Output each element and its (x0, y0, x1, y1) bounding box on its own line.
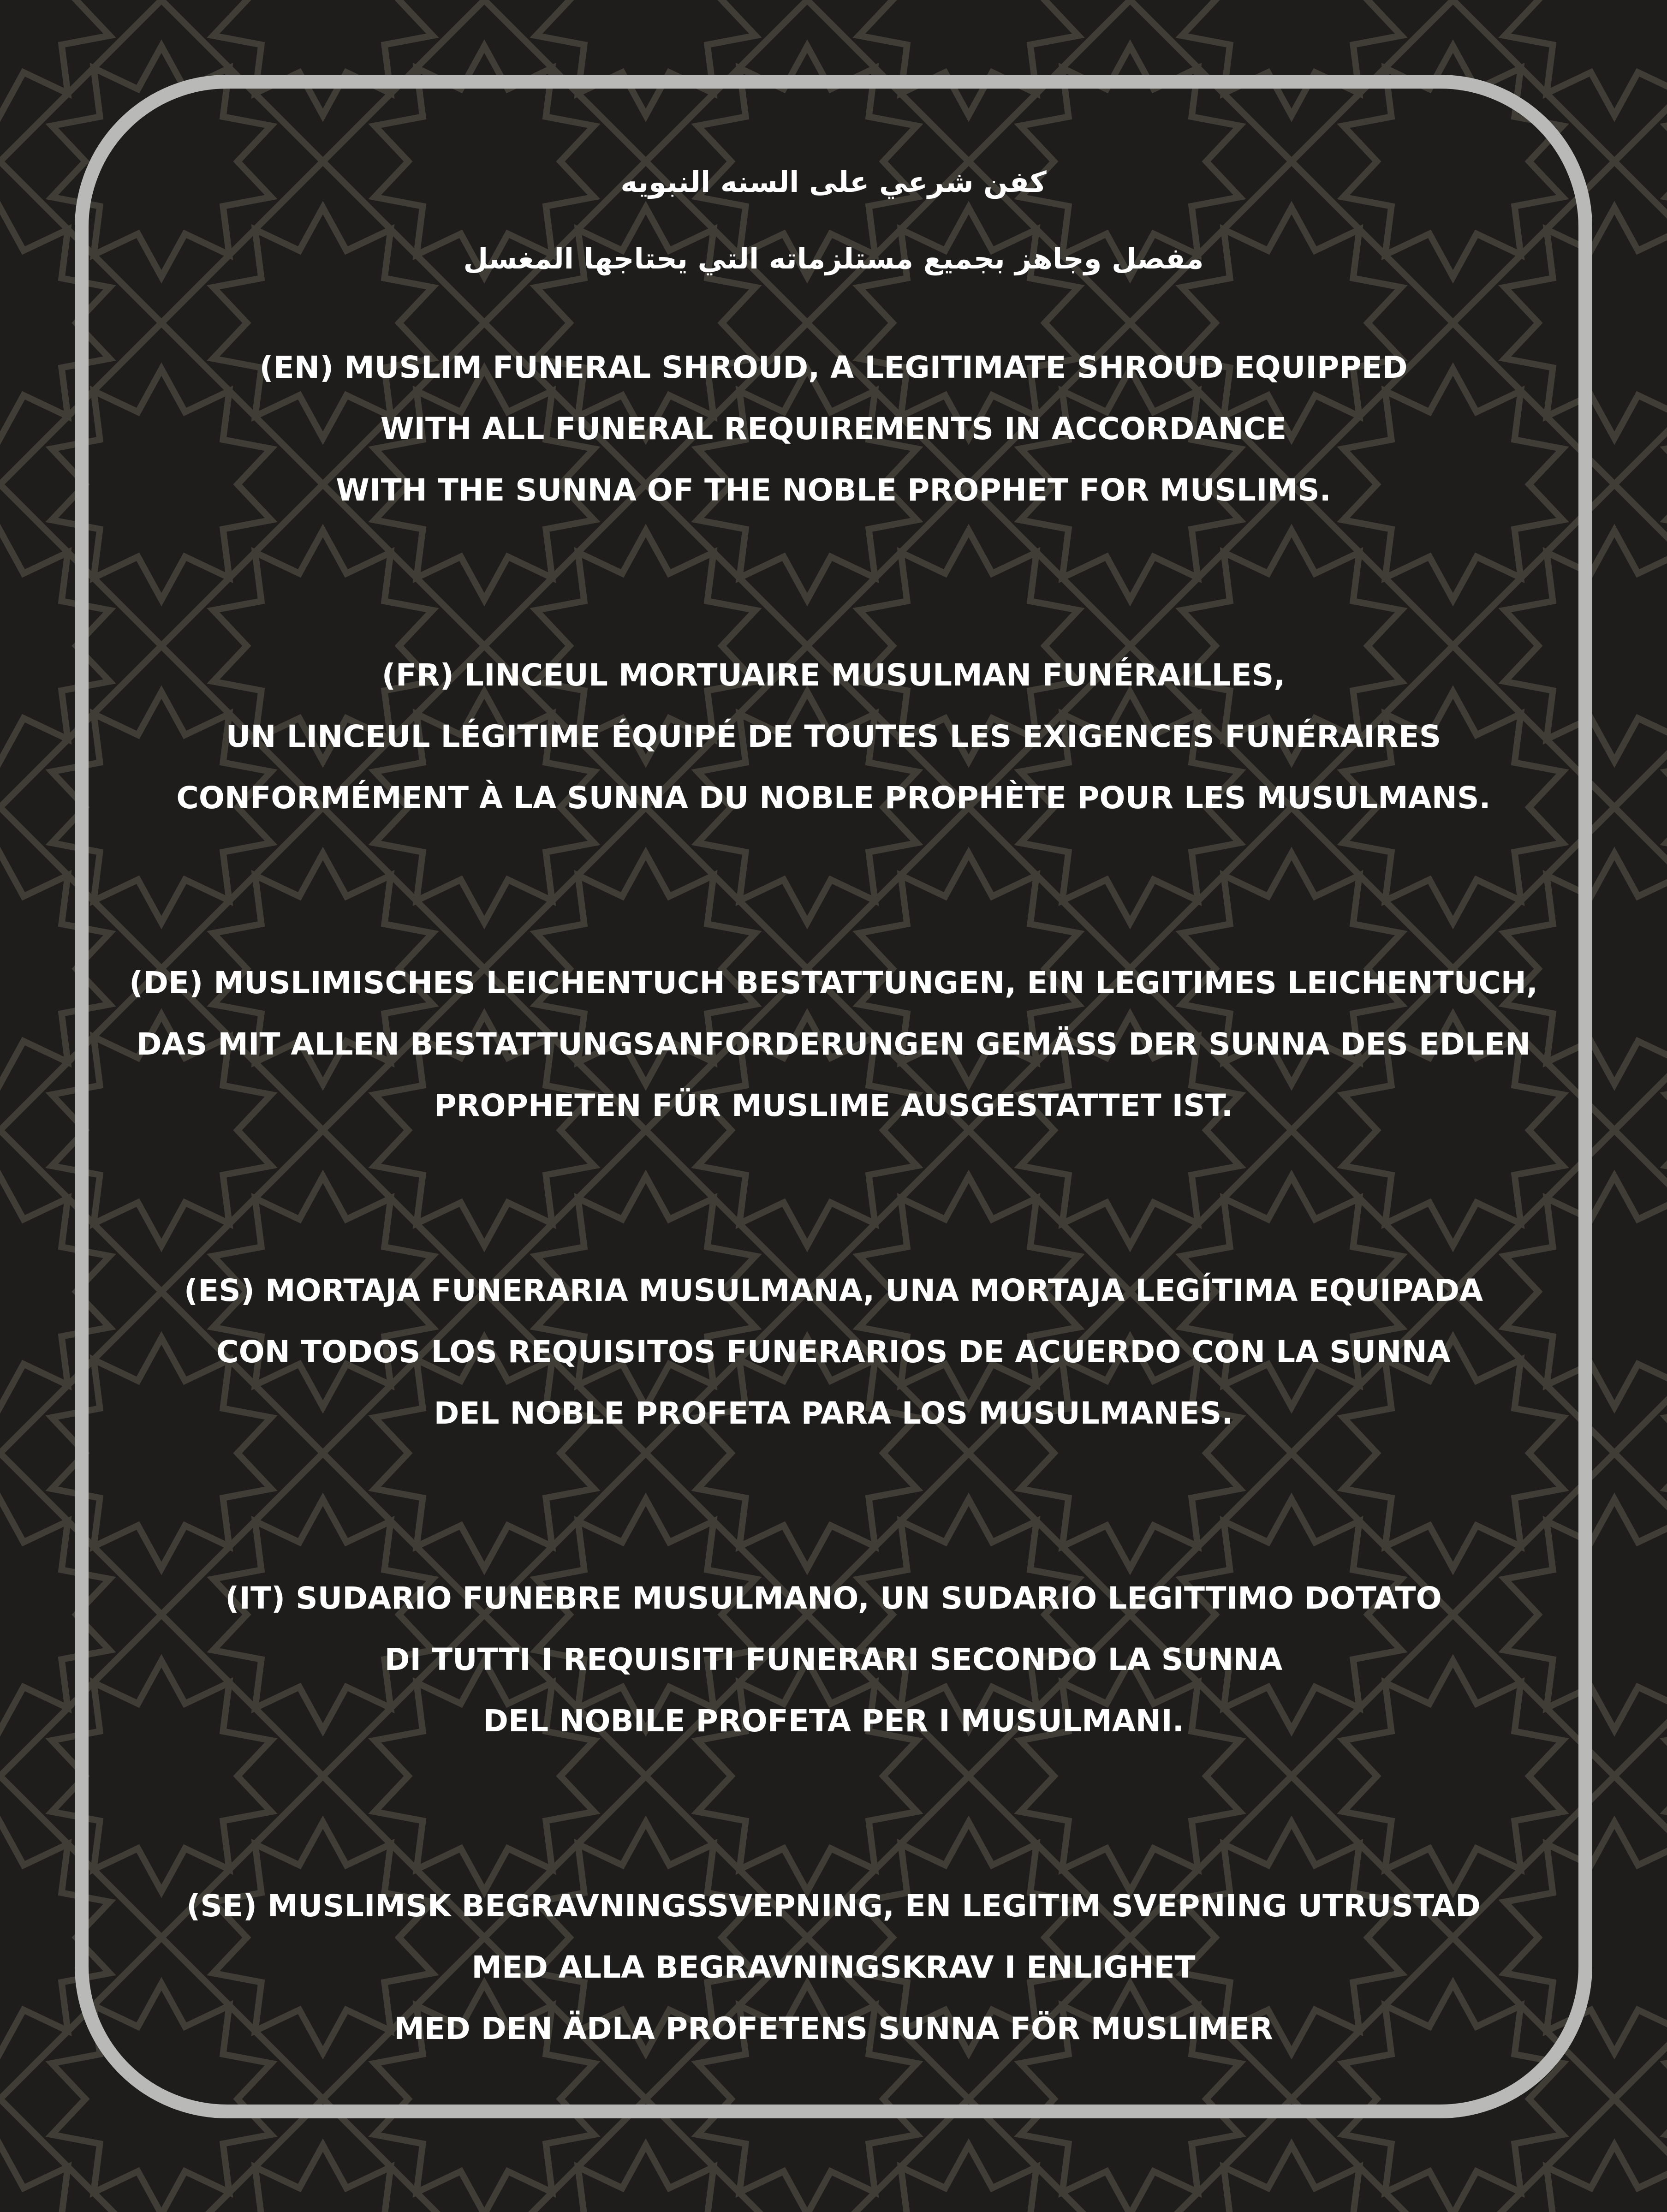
italian-paragraph (89, 1568, 1578, 1752)
spanish-line-1: (ES) MORTAJA FUNERARIA MUSULMANA, UNA MORTAJA LEGÍTIMA EQUIPADA (184, 1273, 1483, 1308)
swedish-line-2: MED ALLA BEGRAVNINGSKRAV I ENLIGHET (471, 1950, 1196, 1985)
french-line-3: CONFORMÉMENT À LA SUNNA DU NOBLE PROPHÈTE POUR LES MUSULMANS. (176, 780, 1491, 816)
english-paragraph (89, 337, 1578, 521)
spanish-line-2: CON TODOS LOS REQUISITOS FUNERARIOS DE ACUERDO CON LA SUNNA (216, 1334, 1451, 1370)
arabic-heading-line-2: مفصل وجاهز بجميع مستلزماته التي يحتاجها المغسل (463, 242, 1204, 275)
swedish-paragraph (89, 1875, 1578, 2059)
german-line-3: PROPHETEN FÜR MUSLIME AUSGESTATTET IST. (434, 1088, 1233, 1123)
german-line-1: (DE) MUSLIMISCHES LEICHENTUCH BESTATTUNGEN, EIN LEGITIMES LEICHENTUCH, (129, 965, 1538, 1001)
arabic-heading (89, 144, 1578, 297)
swedish-line-1: (SE) MUSLIMSK BEGRAVNINGSSVEPNING, EN LEGITIM SVEPNING UTRUSTAD (186, 1888, 1481, 1924)
italian-line-1: (IT) SUDARIO FUNEBRE MUSULMANO, UN SUDARIO LEGITTIMO DOTATO (225, 1580, 1442, 1616)
german-paragraph (89, 952, 1578, 1136)
french-line-1: (FR) LINCEUL MORTUAIRE MUSULMAN FUNÉRAILLES, (381, 657, 1286, 693)
german-line-2: DAS MIT ALLEN BESTATTUNGSANFORDERUNGEN GEMÄSS DER SUNNA DES EDLEN (136, 1026, 1531, 1062)
french-paragraph (89, 644, 1578, 829)
english-line-2: WITH ALL FUNERAL REQUIREMENTS IN ACCORDANCE (380, 411, 1287, 447)
french-line-2: UN LINCEUL LÉGITIME ÉQUIPÉ DE TOUTES LES EXIGENCES FUNÉRAIRES (226, 719, 1441, 754)
italian-line-3: DEL NOBILE PROFETA PER I MUSULMANI. (483, 1703, 1184, 1739)
spanish-paragraph (89, 1260, 1578, 1444)
italian-line-2: DI TUTTI I REQUISITI FUNERARI SECONDO LA SUNNA (384, 1642, 1283, 1677)
swedish-line-3: MED DEN ÄDLA PROFETENS SUNNA FÖR MUSLIMER (394, 2011, 1273, 2046)
arabic-heading-line-1: كفن شرعي على السنه النبويه (620, 165, 1047, 199)
english-line-1: (EN) MUSLIM FUNERAL SHROUD, A LEGITIMATE SHROUD EQUIPPED (259, 350, 1408, 385)
english-line-3: WITH THE SUNNA OF THE NOBLE PROPHET FOR MUSLIMS. (336, 472, 1331, 508)
spanish-line-3: DEL NOBLE PROFETA PARA LOS MUSULMANES. (434, 1395, 1233, 1431)
text-content (89, 89, 1578, 2105)
